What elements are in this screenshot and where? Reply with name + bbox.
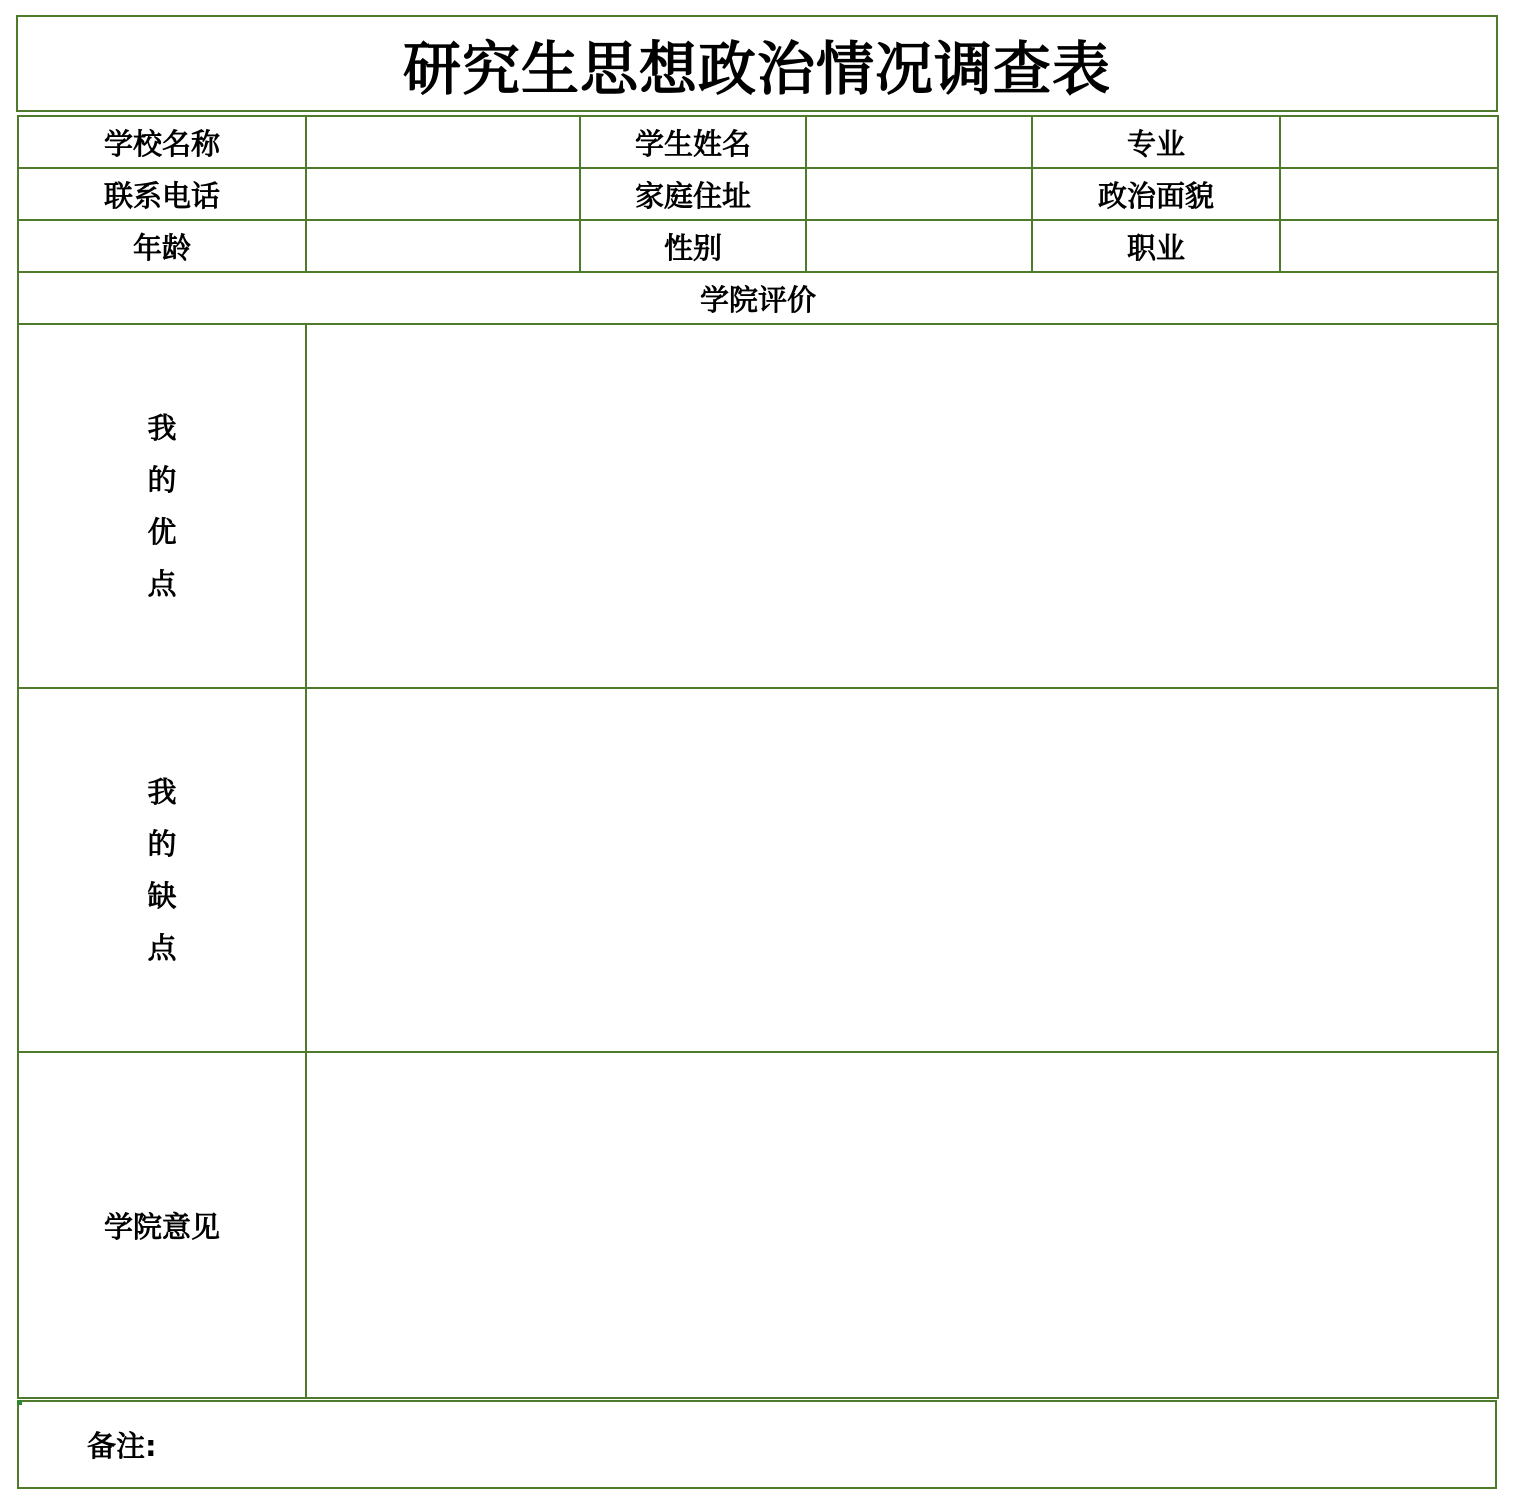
opinion-field[interactable]	[306, 1052, 1498, 1398]
weaknesses-label: 我的缺点	[147, 775, 177, 965]
label-home-address: 家庭住址	[580, 168, 806, 220]
survey-form-table	[17, 115, 1499, 1399]
field-gender[interactable]	[806, 220, 1032, 272]
field-occupation[interactable]	[1280, 220, 1498, 272]
weaknesses-label-cell	[18, 688, 306, 1052]
section-header: 学院评价	[18, 272, 1498, 324]
info-row-2	[18, 168, 1498, 220]
label-school-name: 学校名称	[18, 116, 306, 168]
label-phone: 联系电话	[18, 168, 306, 220]
weaknesses-field[interactable]	[306, 688, 1498, 1052]
field-age[interactable]	[306, 220, 580, 272]
field-political-status[interactable]	[1280, 168, 1498, 220]
field-major[interactable]	[1280, 116, 1498, 168]
strengths-label-cell	[18, 324, 306, 688]
label-student-name: 学生姓名	[580, 116, 806, 168]
label-age: 年龄	[18, 220, 306, 272]
field-phone[interactable]	[306, 168, 580, 220]
info-row-1	[18, 116, 1498, 168]
opinion-row	[18, 1052, 1498, 1398]
page-title: 研究生思想政治情况调查表	[402, 34, 1111, 103]
weaknesses-row	[18, 688, 1498, 1052]
field-student-name[interactable]	[806, 116, 1032, 168]
section-header-row	[18, 272, 1498, 324]
strengths-label: 我的优点	[147, 411, 177, 601]
label-major: 专业	[1032, 116, 1280, 168]
strengths-field[interactable]	[306, 324, 1498, 688]
note-label: 备注:	[87, 1429, 157, 1463]
label-gender: 性别	[580, 220, 806, 272]
field-school-name[interactable]	[306, 116, 580, 168]
field-home-address[interactable]	[806, 168, 1032, 220]
title-box	[16, 15, 1498, 112]
label-occupation: 职业	[1032, 220, 1280, 272]
corner-marker	[17, 1400, 22, 1405]
opinion-label: 学院意见	[18, 1052, 306, 1398]
note-box[interactable]	[17, 1400, 1497, 1489]
info-row-3	[18, 220, 1498, 272]
label-political-status: 政治面貌	[1032, 168, 1280, 220]
strengths-row	[18, 324, 1498, 688]
